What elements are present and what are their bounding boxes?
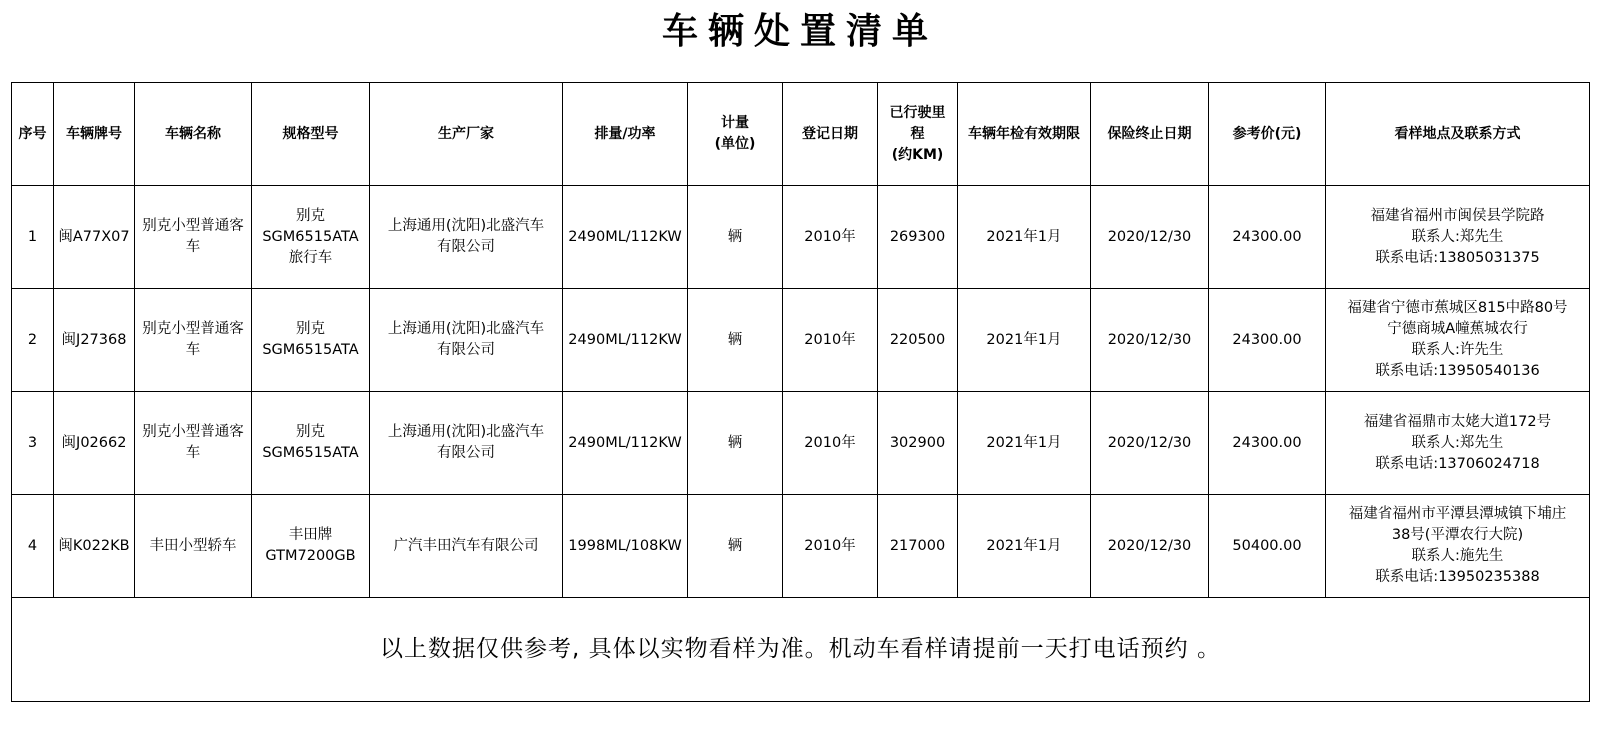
cell-line: 福建省宁德市蕉城区815中路80号 xyxy=(1347,300,1568,316)
cell-line: (单位) xyxy=(714,136,756,152)
cell-line: 联系电话:13706024718 xyxy=(1375,455,1540,472)
table-row xyxy=(12,186,1590,289)
cell-plate: 闽A77X07 xyxy=(54,186,135,289)
cell-displacement: 2490ML/112KW xyxy=(563,392,688,495)
table-row xyxy=(12,495,1590,598)
page-title: 车辆处置清单 xyxy=(661,11,938,52)
cell-line: 别克小型普通客 xyxy=(142,424,244,440)
cell-vehicle-name xyxy=(135,186,252,289)
cell-seq: 2 xyxy=(12,289,54,392)
cell-unit: 辆 xyxy=(688,495,783,598)
header-name: 车辆名称 xyxy=(135,83,252,186)
cell-line: (约KM) xyxy=(891,146,944,163)
cell-price: 24300.00 xyxy=(1209,392,1326,495)
cell-line: 别克 xyxy=(296,424,325,440)
cell-price: 50400.00 xyxy=(1209,495,1326,598)
cell-line: 别克 xyxy=(296,207,325,224)
cell-line: 有限公司 xyxy=(437,342,495,358)
cell-line: 别克小型普通客 xyxy=(142,218,244,234)
cell-mileage: 220500 xyxy=(878,289,958,392)
note-row xyxy=(12,598,1590,702)
cell-line: 上海通用(沈阳)北盛汽车 xyxy=(387,424,545,440)
cell-line: 联系人:郑先生 xyxy=(1411,228,1504,245)
cell-price: 24300.00 xyxy=(1209,186,1326,289)
cell-mileage: 302900 xyxy=(878,392,958,495)
header-maker: 生产厂家 xyxy=(370,83,563,186)
cell-line: 有限公司 xyxy=(437,445,495,461)
cell-line: 广汽丰田汽车有限公司 xyxy=(393,537,539,554)
cell-inspection-validity: 2021年1月 xyxy=(958,289,1091,392)
header-registration-date: 登记日期 xyxy=(783,83,878,186)
header-seq: 序号 xyxy=(12,83,54,186)
cell-line: 车 xyxy=(185,239,201,255)
cell-price: 24300.00 xyxy=(1209,289,1326,392)
cell-line: 福建省福州市闽侯县学院路 xyxy=(1370,207,1545,224)
cell-vehicle-name xyxy=(135,289,252,392)
cell-displacement: 2490ML/112KW xyxy=(563,289,688,392)
cell-line: 福建省福州市平潭县潭城镇下埔庄 xyxy=(1348,506,1567,522)
cell-mileage: 217000 xyxy=(878,495,958,598)
cell-line: 计量 xyxy=(721,115,749,131)
cell-line: 上海通用(沈阳)北盛汽车 xyxy=(387,321,545,337)
cell-insurance-end: 2020/12/30 xyxy=(1091,186,1209,289)
cell-insurance-end: 2020/12/30 xyxy=(1091,392,1209,495)
cell-model xyxy=(252,495,370,598)
note-text: 以上数据仅供参考, 具体以实物看样为准。机动车看样请提前一天打电话预约 。 xyxy=(12,598,1590,702)
table-row xyxy=(12,289,1590,392)
header-plate: 车辆牌号 xyxy=(54,83,135,186)
cell-line: 联系人:郑先生 xyxy=(1411,434,1504,451)
cell-vehicle-name xyxy=(135,392,252,495)
cell-line: 联系电话:13950540136 xyxy=(1375,363,1540,379)
cell-line: 丰田牌 xyxy=(288,527,333,543)
cell-displacement: 1998ML/108KW xyxy=(563,495,688,598)
cell-line: 上海通用(沈阳)北盛汽车 xyxy=(387,218,545,234)
cell-vehicle-name xyxy=(135,495,252,598)
header-insurance-end: 保险终止日期 xyxy=(1091,83,1209,186)
cell-model xyxy=(252,289,370,392)
cell-contact xyxy=(1326,392,1590,495)
cell-plate: 闽J02662 xyxy=(54,392,135,495)
cell-line: 联系人:许先生 xyxy=(1411,342,1504,358)
cell-inspection-validity: 2021年1月 xyxy=(958,392,1091,495)
cell-seq: 4 xyxy=(12,495,54,598)
header-inspection-validity: 车辆年检有效期限 xyxy=(958,83,1091,186)
table-row xyxy=(12,392,1590,495)
cell-maker xyxy=(370,392,563,495)
cell-line: 别克 xyxy=(296,321,325,337)
cell-line: 联系电话:13805031375 xyxy=(1375,249,1540,266)
cell-registration-date: 2010年 xyxy=(783,495,878,598)
cell-model xyxy=(252,392,370,495)
cell-contact xyxy=(1326,186,1590,289)
cell-seq: 3 xyxy=(12,392,54,495)
cell-contact xyxy=(1326,495,1590,598)
cell-inspection-validity: 2021年1月 xyxy=(958,495,1091,598)
cell-line: 车 xyxy=(185,342,201,358)
cell-line: 有限公司 xyxy=(437,239,495,255)
cell-unit: 辆 xyxy=(688,289,783,392)
cell-insurance-end: 2020/12/30 xyxy=(1091,289,1209,392)
cell-line: 联系人:施先生 xyxy=(1411,548,1504,564)
cell-unit: 辆 xyxy=(688,392,783,495)
cell-registration-date: 2010年 xyxy=(783,186,878,289)
cell-maker xyxy=(370,186,563,289)
cell-line: 联系电话:13950235388 xyxy=(1375,569,1540,585)
cell-line: 规格型号 xyxy=(282,125,339,142)
cell-registration-date: 2010年 xyxy=(783,392,878,495)
cell-line: 旅行车 xyxy=(288,249,333,266)
cell-line: 已行驶里 xyxy=(889,104,946,121)
header-model xyxy=(252,83,370,186)
cell-line: 宁德商城A幢蕉城农行 xyxy=(1387,321,1528,337)
cell-model xyxy=(252,186,370,289)
cell-maker xyxy=(370,289,563,392)
cell-line: 别克小型普通客 xyxy=(142,321,244,337)
header-mileage xyxy=(878,83,958,186)
cell-line: 程 xyxy=(910,125,925,142)
cell-displacement: 2490ML/112KW xyxy=(563,186,688,289)
cell-registration-date: 2010年 xyxy=(783,289,878,392)
cell-plate: 闽J27368 xyxy=(54,289,135,392)
vehicle-table xyxy=(11,82,1590,702)
header-unit xyxy=(688,83,783,186)
cell-line: SGM6515ATA xyxy=(262,445,359,461)
cell-line: SGM6515ATA xyxy=(262,342,359,358)
cell-line: 丰田小型轿车 xyxy=(149,537,237,554)
header-displacement: 排量/功率 xyxy=(563,83,688,186)
cell-mileage: 269300 xyxy=(878,186,958,289)
header-contact: 看样地点及联系方式 xyxy=(1326,83,1590,186)
cell-maker xyxy=(370,495,563,598)
cell-contact xyxy=(1326,289,1590,392)
cell-unit: 辆 xyxy=(688,186,783,289)
cell-seq: 1 xyxy=(12,186,54,289)
cell-line: SGM6515ATA xyxy=(262,228,359,245)
header-price: 参考价(元) xyxy=(1209,83,1326,186)
cell-insurance-end: 2020/12/30 xyxy=(1091,495,1209,598)
cell-line: GTM7200GB xyxy=(265,548,356,564)
cell-line: 车 xyxy=(185,445,201,461)
cell-plate: 闽K022KB xyxy=(54,495,135,598)
cell-inspection-validity: 2021年1月 xyxy=(958,186,1091,289)
cell-line: 福建省福鼎市太姥大道172号 xyxy=(1363,413,1552,430)
table-header-row xyxy=(12,83,1590,186)
cell-line: 38号(平潭农行大院) xyxy=(1391,527,1524,543)
